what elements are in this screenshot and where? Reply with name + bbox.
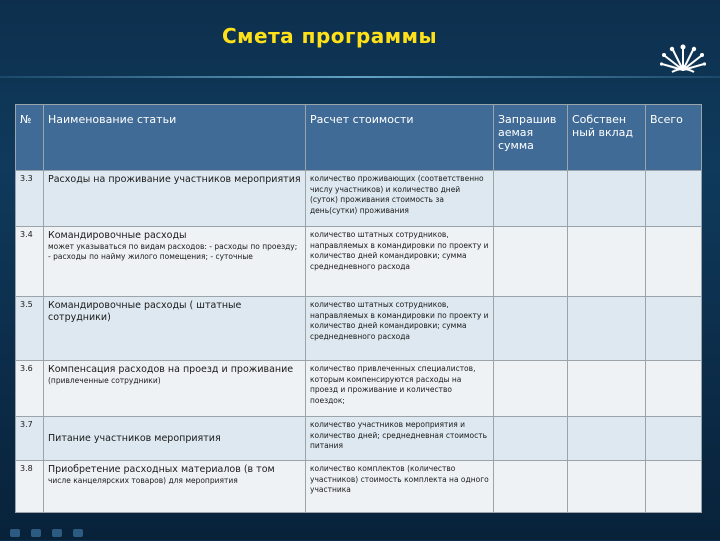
row-total-cell (646, 417, 702, 461)
row-own-cell (568, 171, 646, 227)
row-own-cell (568, 361, 646, 417)
row-name-sub: (привлеченные сотрудники) (48, 376, 161, 385)
row-calc: количество проживающих (соответственно числу участников) и количество дней (суток) проживания стоимость за день(сутки) проживания (306, 171, 494, 227)
header-total: Всего (646, 105, 702, 171)
row-name (44, 417, 306, 461)
header-num: № (16, 105, 44, 171)
table-row (16, 461, 702, 513)
row-own-cell (568, 461, 646, 513)
row-requested-cell (494, 461, 568, 513)
table-row (16, 297, 702, 361)
row-name (44, 227, 306, 297)
row-name-main: Командировочные расходы ( штатные сотрудники) (48, 300, 242, 323)
header-calc: Расчет стоимости (306, 105, 494, 171)
table-row (16, 227, 702, 297)
estimate-table (15, 104, 702, 513)
row-calc: количество комплектов (количество участников) стоимость комплекта на одного участника (306, 461, 494, 513)
row-own-cell (568, 227, 646, 297)
row-name (44, 297, 306, 361)
row-name-main: Командировочные расходы (48, 230, 187, 241)
row-own-cell (568, 417, 646, 461)
row-name-main: Питание участников мероприятия (48, 432, 221, 444)
row-name (44, 361, 306, 417)
table-row (16, 361, 702, 417)
slide-title: Смета программы (222, 24, 438, 48)
prev-icon[interactable] (10, 529, 20, 537)
row-total-cell (646, 297, 702, 361)
row-requested-cell (494, 297, 568, 361)
menu-icon[interactable] (52, 529, 62, 537)
row-own-cell (568, 297, 646, 361)
row-calc: количество штатных сотрудников, направляемых в командировки по проекту и количество дней командировки; сумма среднедневного расхода (306, 227, 494, 297)
header-own: Собствен ный вклад (568, 105, 646, 171)
slide-nav (10, 522, 89, 536)
row-num: 3.4 (16, 227, 44, 297)
row-name (44, 171, 306, 227)
slide-header (0, 0, 720, 72)
row-num: 3.5 (16, 297, 44, 361)
row-total-cell (646, 361, 702, 417)
row-total-cell (646, 171, 702, 227)
row-name-main: Приобретение расходных материалов (в том (48, 464, 275, 475)
row-num: 3.8 (16, 461, 44, 513)
row-num: 3.6 (16, 361, 44, 417)
row-name-sub: числе канцелярских товаров) для мероприятия (48, 476, 238, 485)
table-header-row (16, 105, 702, 171)
row-name-sub: может указываться по видам расходов: - расходы по проезду; - расходы по найму жилого помещения; - суточные (48, 242, 298, 261)
table-row (16, 171, 702, 227)
burst-logo-icon (660, 42, 706, 76)
row-num: 3.3 (16, 171, 44, 227)
header-requested: Запрашив аемая сумма (494, 105, 568, 171)
table-row (16, 417, 702, 461)
row-total-cell (646, 227, 702, 297)
row-name-main: Компенсация расходов на проезд и проживание (48, 364, 294, 375)
row-name (44, 461, 306, 513)
row-requested-cell (494, 361, 568, 417)
title-divider (0, 76, 720, 78)
next-icon[interactable] (73, 529, 83, 537)
row-requested-cell (494, 417, 568, 461)
row-requested-cell (494, 227, 568, 297)
row-requested-cell (494, 171, 568, 227)
row-calc: количество привлеченных специалистов, которым компенсируются расходы на проезд и проживание и количество поездок; (306, 361, 494, 417)
row-num: 3.7 (16, 417, 44, 461)
row-calc: количество штатных сотрудников, направляемых в командировки по проекту и количество дней командировки; сумма среднедневного расхода (306, 297, 494, 361)
row-name-main: Расходы на проживание участников мероприятия (48, 174, 301, 185)
row-total-cell (646, 461, 702, 513)
row-calc: количество участников мероприятия и количество дней; среднедневная стоимость питания (306, 417, 494, 461)
pen-icon[interactable] (31, 529, 41, 537)
header-name: Наименование статьи (44, 105, 306, 171)
